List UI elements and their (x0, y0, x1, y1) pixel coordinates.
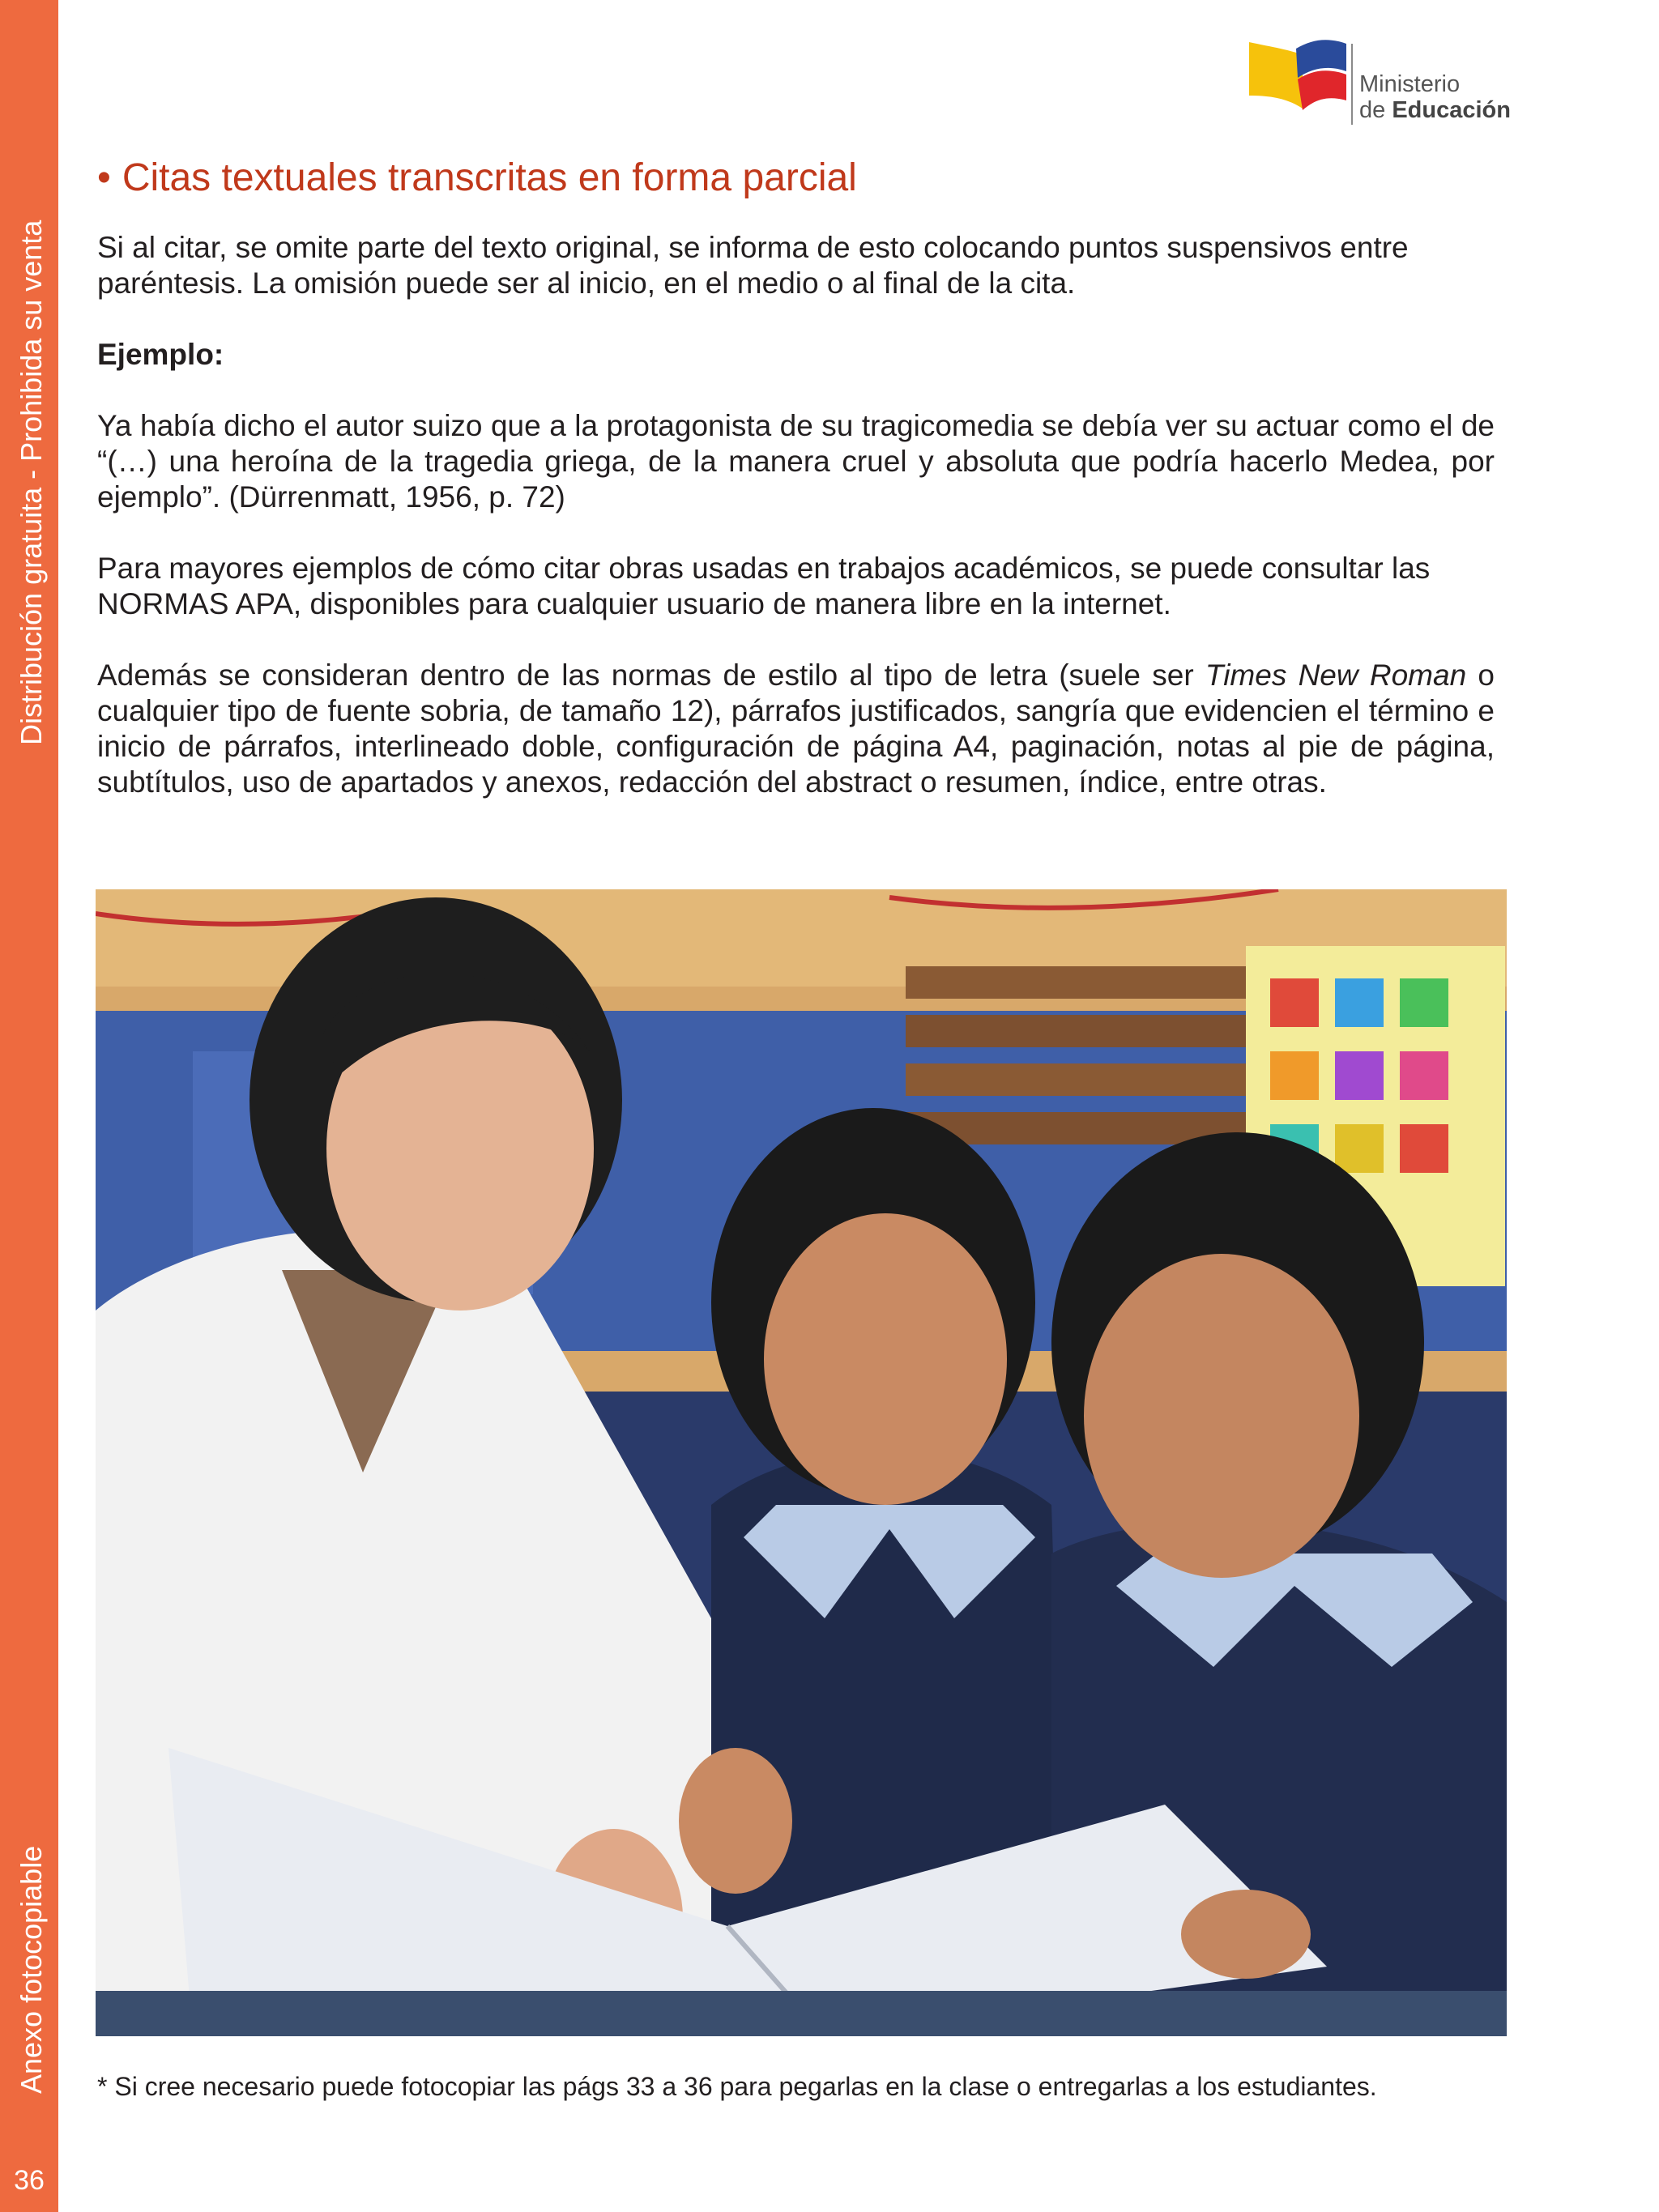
ministry-logo (1247, 39, 1523, 128)
logo-education-text (1359, 97, 1511, 123)
classroom-photo (96, 889, 1507, 2036)
intro-paragraph: Si al citar, se omite parte del texto original, se informa de esto colocando puntos suspensivos entre paréntesis. La omisión puede ser al inicio, en el medio o al final de la cita. (97, 231, 1409, 300)
main-content (97, 154, 1495, 836)
footnote: * Si cree necesario puede fotocopiar las págs 33 a 36 para pegarlas en la clase o entregarlas a los estudiantes. (97, 2072, 1377, 2101)
logo-education-prefix: de (1359, 97, 1392, 123)
ecuador-flag-icon (1247, 39, 1349, 120)
page-number: 36 (14, 2165, 45, 2196)
side-distribution-note: Distribución gratuita - Prohibida su venta (15, 219, 48, 745)
style-paragraph (97, 658, 1495, 800)
side-strip (0, 0, 58, 2212)
apa-paragraph: Para mayores ejemplos de cómo citar obras usadas en trabajos académicos, se puede consultar las NORMAS APA, disponibles para cualquier usuario de manera libre en la internet. (97, 552, 1431, 620)
section-title-text: Citas textuales transcritas en forma parcial (122, 156, 857, 199)
style-text-before: Además se consideran dentro de las normas de estilo al tipo de letra (suele ser (97, 658, 1205, 692)
title-bullet: • (97, 156, 111, 199)
style-text-italic: Times New Roman (1205, 658, 1467, 692)
section-title (97, 154, 1495, 202)
side-annex-label: Anexo fotocopiable (15, 1845, 48, 2094)
logo-divider (1351, 44, 1353, 125)
logo-education-bold: Educación (1392, 97, 1511, 123)
example-paragraph: Ya había dicho el autor suizo que a la protagonista de su tragicomedia se debía ver su actuar como el de “(…) una heroína de la tragedia griega, de la manera cruel y absoluta que podría hacerlo Medea, por ejemplo”. (Dürrenmatt, 1956, p. 72) (97, 409, 1495, 514)
style-text-after: o cualquier tipo de fuente sobria, de tamaño 12), párrafos justificados, sangría que evidencien el término e inicio de párrafos, interlineado doble, configuración de página A4, paginación, notas al pie de página, subtítulos, uso de apartados y anexos, redacción del abstract o resumen, índice, entre otras. (97, 658, 1495, 799)
example-label: Ejemplo: (97, 338, 224, 371)
logo-ministry-text: Ministerio (1359, 71, 1461, 97)
